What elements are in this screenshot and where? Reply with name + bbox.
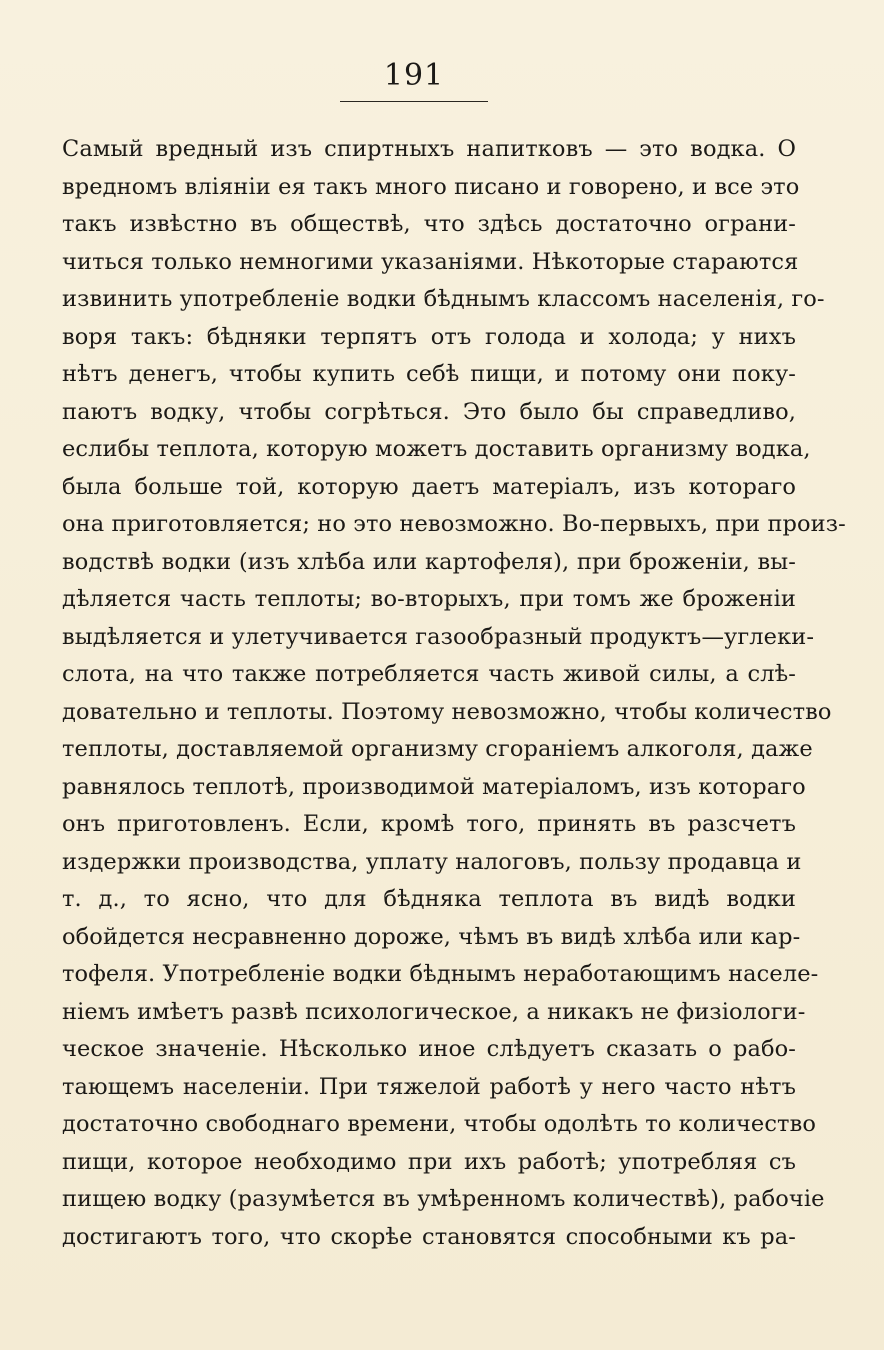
text-line: довательно и теплоты. Поэтому невозможно, чтобы количество [62, 698, 832, 725]
text-line: тающемъ населеніи. При тяжелой работѣ у него часто нѣтъ [62, 1073, 796, 1100]
text-line: она приготовляется; но это невозможно. Во-первыхъ, при произ- [62, 511, 846, 537]
text-line: вредномъ вліяніи ея такъ много писано и говорено, и все это [62, 173, 800, 200]
text-line: слота, на что также потребляется часть живой силы, а слѣ- [62, 661, 796, 687]
text-line: онъ приготовленъ. Если, кромѣ того, принять въ разсчетъ [62, 811, 796, 837]
text-line: читься только немногими указаніями. Нѣкоторые стараются [62, 248, 799, 275]
text-line: такъ извѣстно въ обществѣ, что здѣсь достаточно ограни- [62, 211, 796, 237]
text-line: выдѣляется и улетучивается газообразный продуктъ—углеки- [62, 623, 815, 650]
text-line: воря такъ: бѣдняки терпятъ отъ голода и холода; у нихъ [62, 323, 796, 350]
text-line: т. д., то ясно, что для бѣдняка теплота въ видѣ водки [62, 886, 796, 912]
text-line: нѣтъ денегъ, чтобы купить себѣ пищи, и потому они поку- [62, 361, 796, 387]
text-line: паютъ водку, чтобы согрѣться. Это было бы справедливо, [62, 398, 796, 425]
page-number: 191 [383, 58, 445, 93]
text-line: пищи, которое необходимо при ихъ работѣ; употребляя съ [62, 1148, 796, 1175]
text-line: Самый вредный изъ спиртныхъ напитковъ — это водка. О [62, 136, 796, 162]
text-line: издержки производства, уплату налоговъ, пользу продавца и [62, 848, 802, 875]
text-line: достаточно свободнаго времени, чтобы одолѣть то количество [62, 1111, 817, 1137]
text-line: равнялось теплотѣ, производимой матеріаломъ, изъ котораго [62, 773, 806, 800]
body-text [62, 131, 846, 1256]
text-line: дѣляется часть теплоты; во-вторыхъ, при томъ же броженіи [62, 586, 796, 612]
text-line: ческое значеніе. Нѣсколько иное слѣдуетъ сказать о рабо- [62, 1036, 796, 1062]
text-line: достигаютъ того, что скорѣе становятся способными къ ра- [62, 1223, 796, 1250]
text-line: теплоты, доставляемой организму сгораніемъ алкоголя, даже [62, 736, 813, 762]
text-line: обойдется несравненно дороже, чѣмъ въ видѣ хлѣба или кар- [62, 923, 801, 950]
text-line: ніемъ имѣетъ развѣ психологическое, а никакъ не физіологи- [62, 998, 806, 1025]
text-line: пищею водку (разумѣется въ умѣренномъ количествѣ), рабочіе [62, 1186, 825, 1212]
text-line: тофеля. Употребленіе водки бѣднымъ неработающимъ населе- [62, 961, 819, 987]
header-rule [340, 101, 488, 102]
text-line: была больше той, которую даетъ матеріалъ, изъ котораго [62, 473, 796, 500]
text-line: извинить употребленіе водки бѣднымъ классомъ населенія, го- [62, 286, 825, 312]
text-line: еслибы теплота, которую можетъ доставить организму водка, [62, 436, 811, 462]
text-line: водствѣ водки (изъ хлѣба или картофеля), при броженіи, вы- [62, 548, 796, 575]
